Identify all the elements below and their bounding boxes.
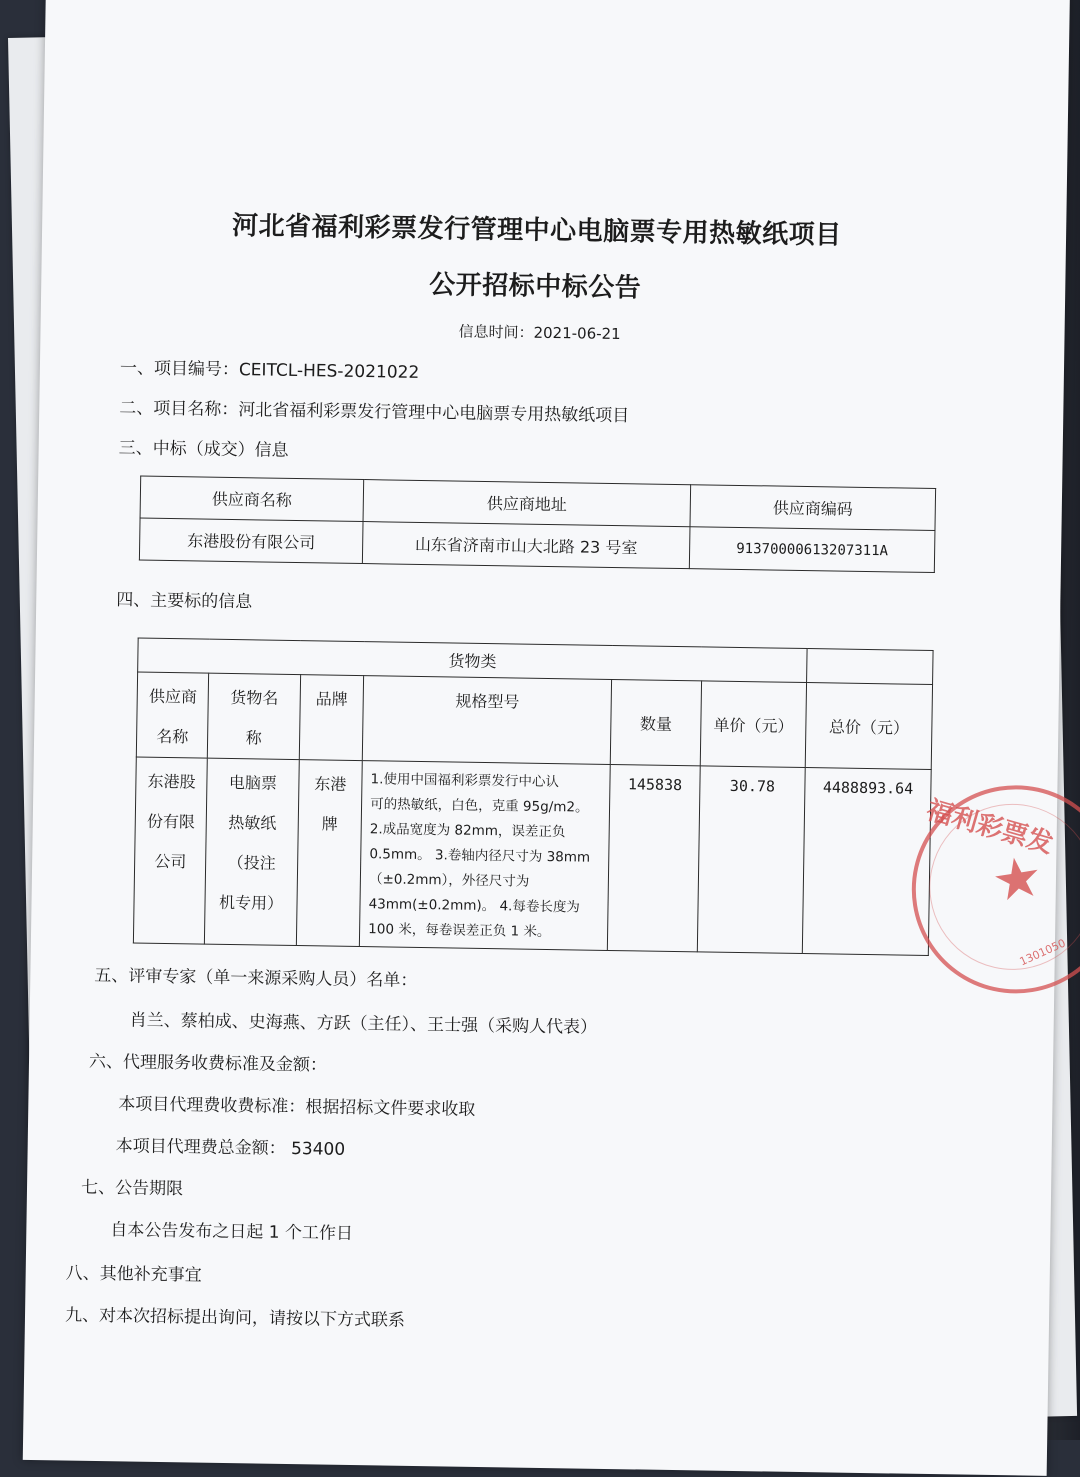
section-project-name: 二、项目名称：河北省福利彩票发行管理中心电脑票专用热敏纸项目 bbox=[119, 398, 630, 427]
goods-header-goods-name: 货物名 称 bbox=[208, 673, 301, 759]
supplier-header-code: 供应商编码 bbox=[690, 485, 936, 531]
section-experts: 五、评审专家（单一来源采购人员）名单： bbox=[94, 965, 418, 991]
section-main-items: 四、主要标的信息 bbox=[116, 590, 253, 613]
goods-header-supplier: 供应商 名称 bbox=[136, 672, 209, 758]
supplier-code: 91370000613207311A bbox=[689, 527, 935, 573]
goods-header-spec: 规格型号 bbox=[362, 676, 612, 765]
goods-unit-price: 30.78 bbox=[697, 766, 805, 954]
section-project-number: 一、项目编号：CEITCL-HES-2021022 bbox=[119, 358, 420, 383]
fee-total: 本项目代理费总金额： 53400 bbox=[115, 1136, 346, 1160]
section-award-info: 三、中标（成交）信息 bbox=[118, 438, 289, 461]
fee-standard: 本项目代理费收费标准：根据招标文件要求收取 bbox=[118, 1094, 476, 1120]
goods-group-empty bbox=[807, 649, 933, 685]
goods-header-total-price: 总价（元） bbox=[806, 683, 933, 770]
goods-brand: 东港 牌 bbox=[296, 760, 362, 947]
supplier-name: 东港股份有限公司 bbox=[139, 518, 363, 563]
goods-qty: 145838 bbox=[608, 764, 700, 951]
seal-star-icon: ★ bbox=[987, 843, 1048, 916]
supplier-header-address: 供应商地址 bbox=[363, 480, 691, 527]
supplier-header-name: 供应商名称 bbox=[140, 476, 364, 521]
section-contact: 九、对本次招标提出询问，请按以下方式联系 bbox=[64, 1305, 406, 1331]
goods-supplier: 东港股 份有限 公司 bbox=[133, 757, 207, 944]
goods-header-brand: 品牌 bbox=[299, 675, 364, 761]
goods-spec: 1.使用中国福利彩票发行中心认 可的热敏纸，白色，克重 95g/m2。 2.成品宽度为 82mm，误差正负 0.5mm。 3.卷轴内径尺寸为 38mm （±0.2mm），外径尺寸为 43mm(±0.2mm)。 4.每卷长度为 100 米，每卷误差正负 1 米。 bbox=[359, 761, 610, 951]
goods-table bbox=[133, 638, 934, 956]
document-page bbox=[23, 0, 1070, 1476]
notice-period: 自本公告发布之日起 1 个工作日 bbox=[110, 1220, 354, 1244]
goods-group-header: 货物类 bbox=[138, 638, 808, 683]
section-agency-fee: 六、代理服务收费标准及金额： bbox=[88, 1051, 328, 1076]
supplier-address: 山东省济南市山大北路 23 号室 bbox=[362, 522, 690, 569]
supplier-table bbox=[139, 476, 936, 573]
goods-header-unit-price: 单价（元） bbox=[700, 681, 807, 768]
info-time: 信息时间：2021-06-21 bbox=[458, 322, 621, 344]
section-other-matters: 八、其他补充事宜 bbox=[65, 1263, 202, 1286]
goods-header-qty: 数量 bbox=[611, 679, 702, 765]
goods-total-price: 4488893.64 bbox=[803, 768, 932, 956]
section-notice-period: 七、公告期限 bbox=[80, 1177, 184, 1200]
doc-title-line2: 公开招标中标公告 bbox=[429, 270, 642, 304]
doc-title-line1: 河北省福利彩票发行管理中心电脑票专用热敏纸项目 bbox=[231, 210, 842, 251]
experts-list: 肖兰、蔡柏成、史海燕、方跃（主任）、王士强（采购人代表） bbox=[129, 1010, 598, 1038]
seal-text: 福利彩票发 bbox=[923, 795, 1057, 860]
goods-name: 电脑票 热敏纸 （投注 机专用） bbox=[205, 758, 299, 945]
seal-number: 1301050 bbox=[1017, 936, 1068, 969]
